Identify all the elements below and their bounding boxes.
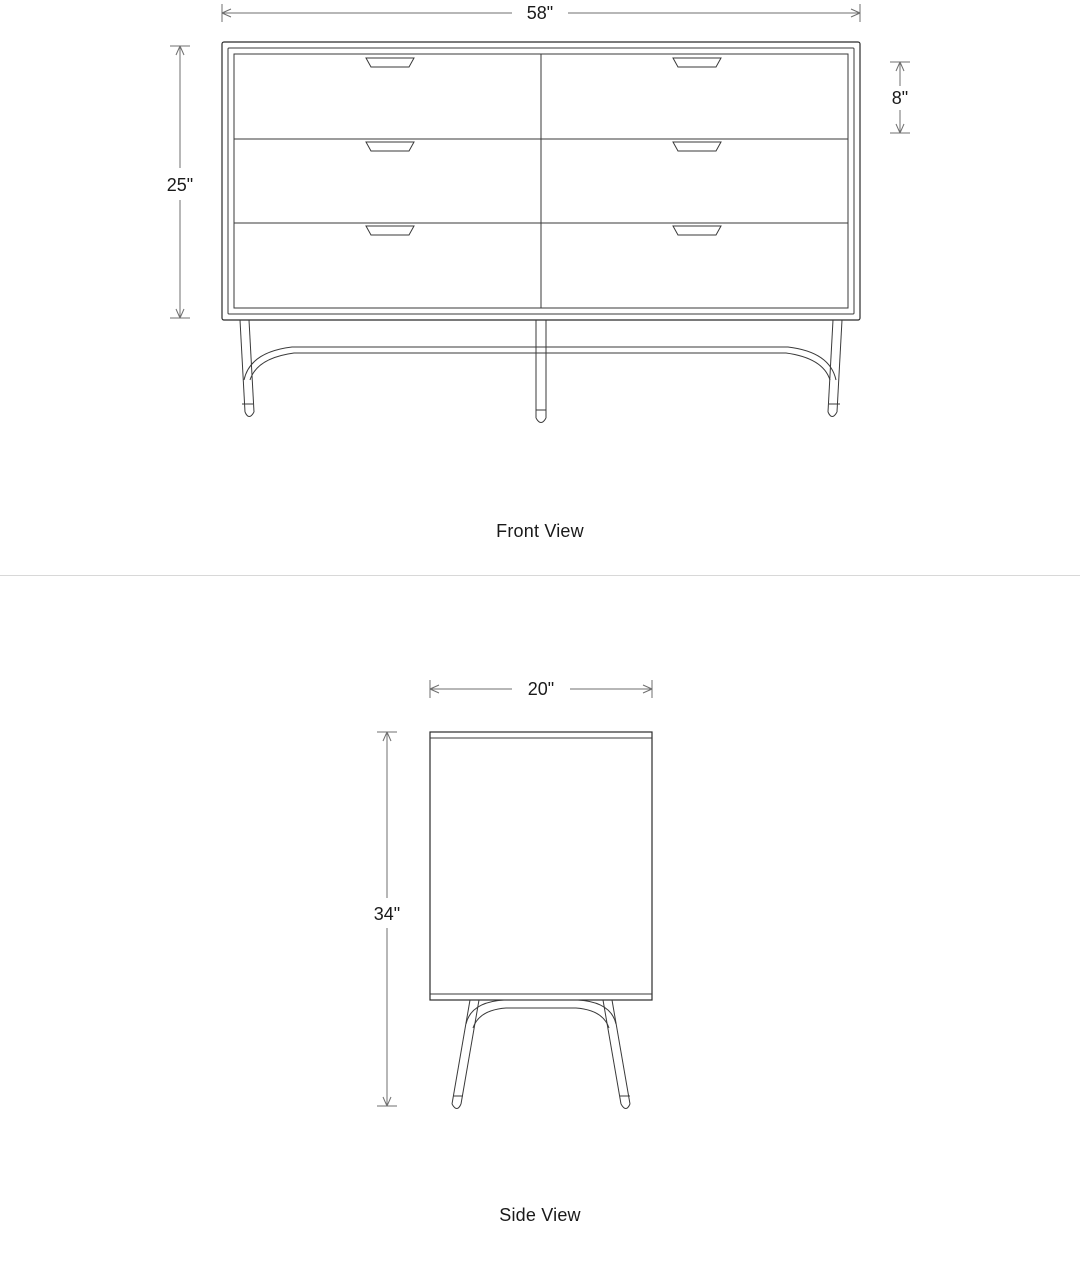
side-base-legs: [452, 1000, 630, 1109]
dimension-label-depth: 20": [527, 679, 555, 699]
side-view-caption: Side View: [499, 1205, 581, 1225]
front-view-panel: [0, 0, 1080, 575]
cabinet-side-body: [430, 732, 652, 1000]
side-view-drawing: [0, 576, 1080, 1261]
front-view-drawing: [0, 0, 1080, 575]
side-view-panel: [0, 576, 1080, 1261]
base-legs: [240, 320, 842, 423]
dimension-label-width: 58": [526, 3, 554, 23]
dimension-label-overall-height: 34": [373, 904, 401, 924]
dimension-label-drawer-height: 8": [891, 88, 909, 108]
cabinet-body: [222, 42, 860, 320]
dimension-label-cabinet-height: 25": [166, 175, 194, 195]
front-view-caption: Front View: [496, 521, 584, 541]
